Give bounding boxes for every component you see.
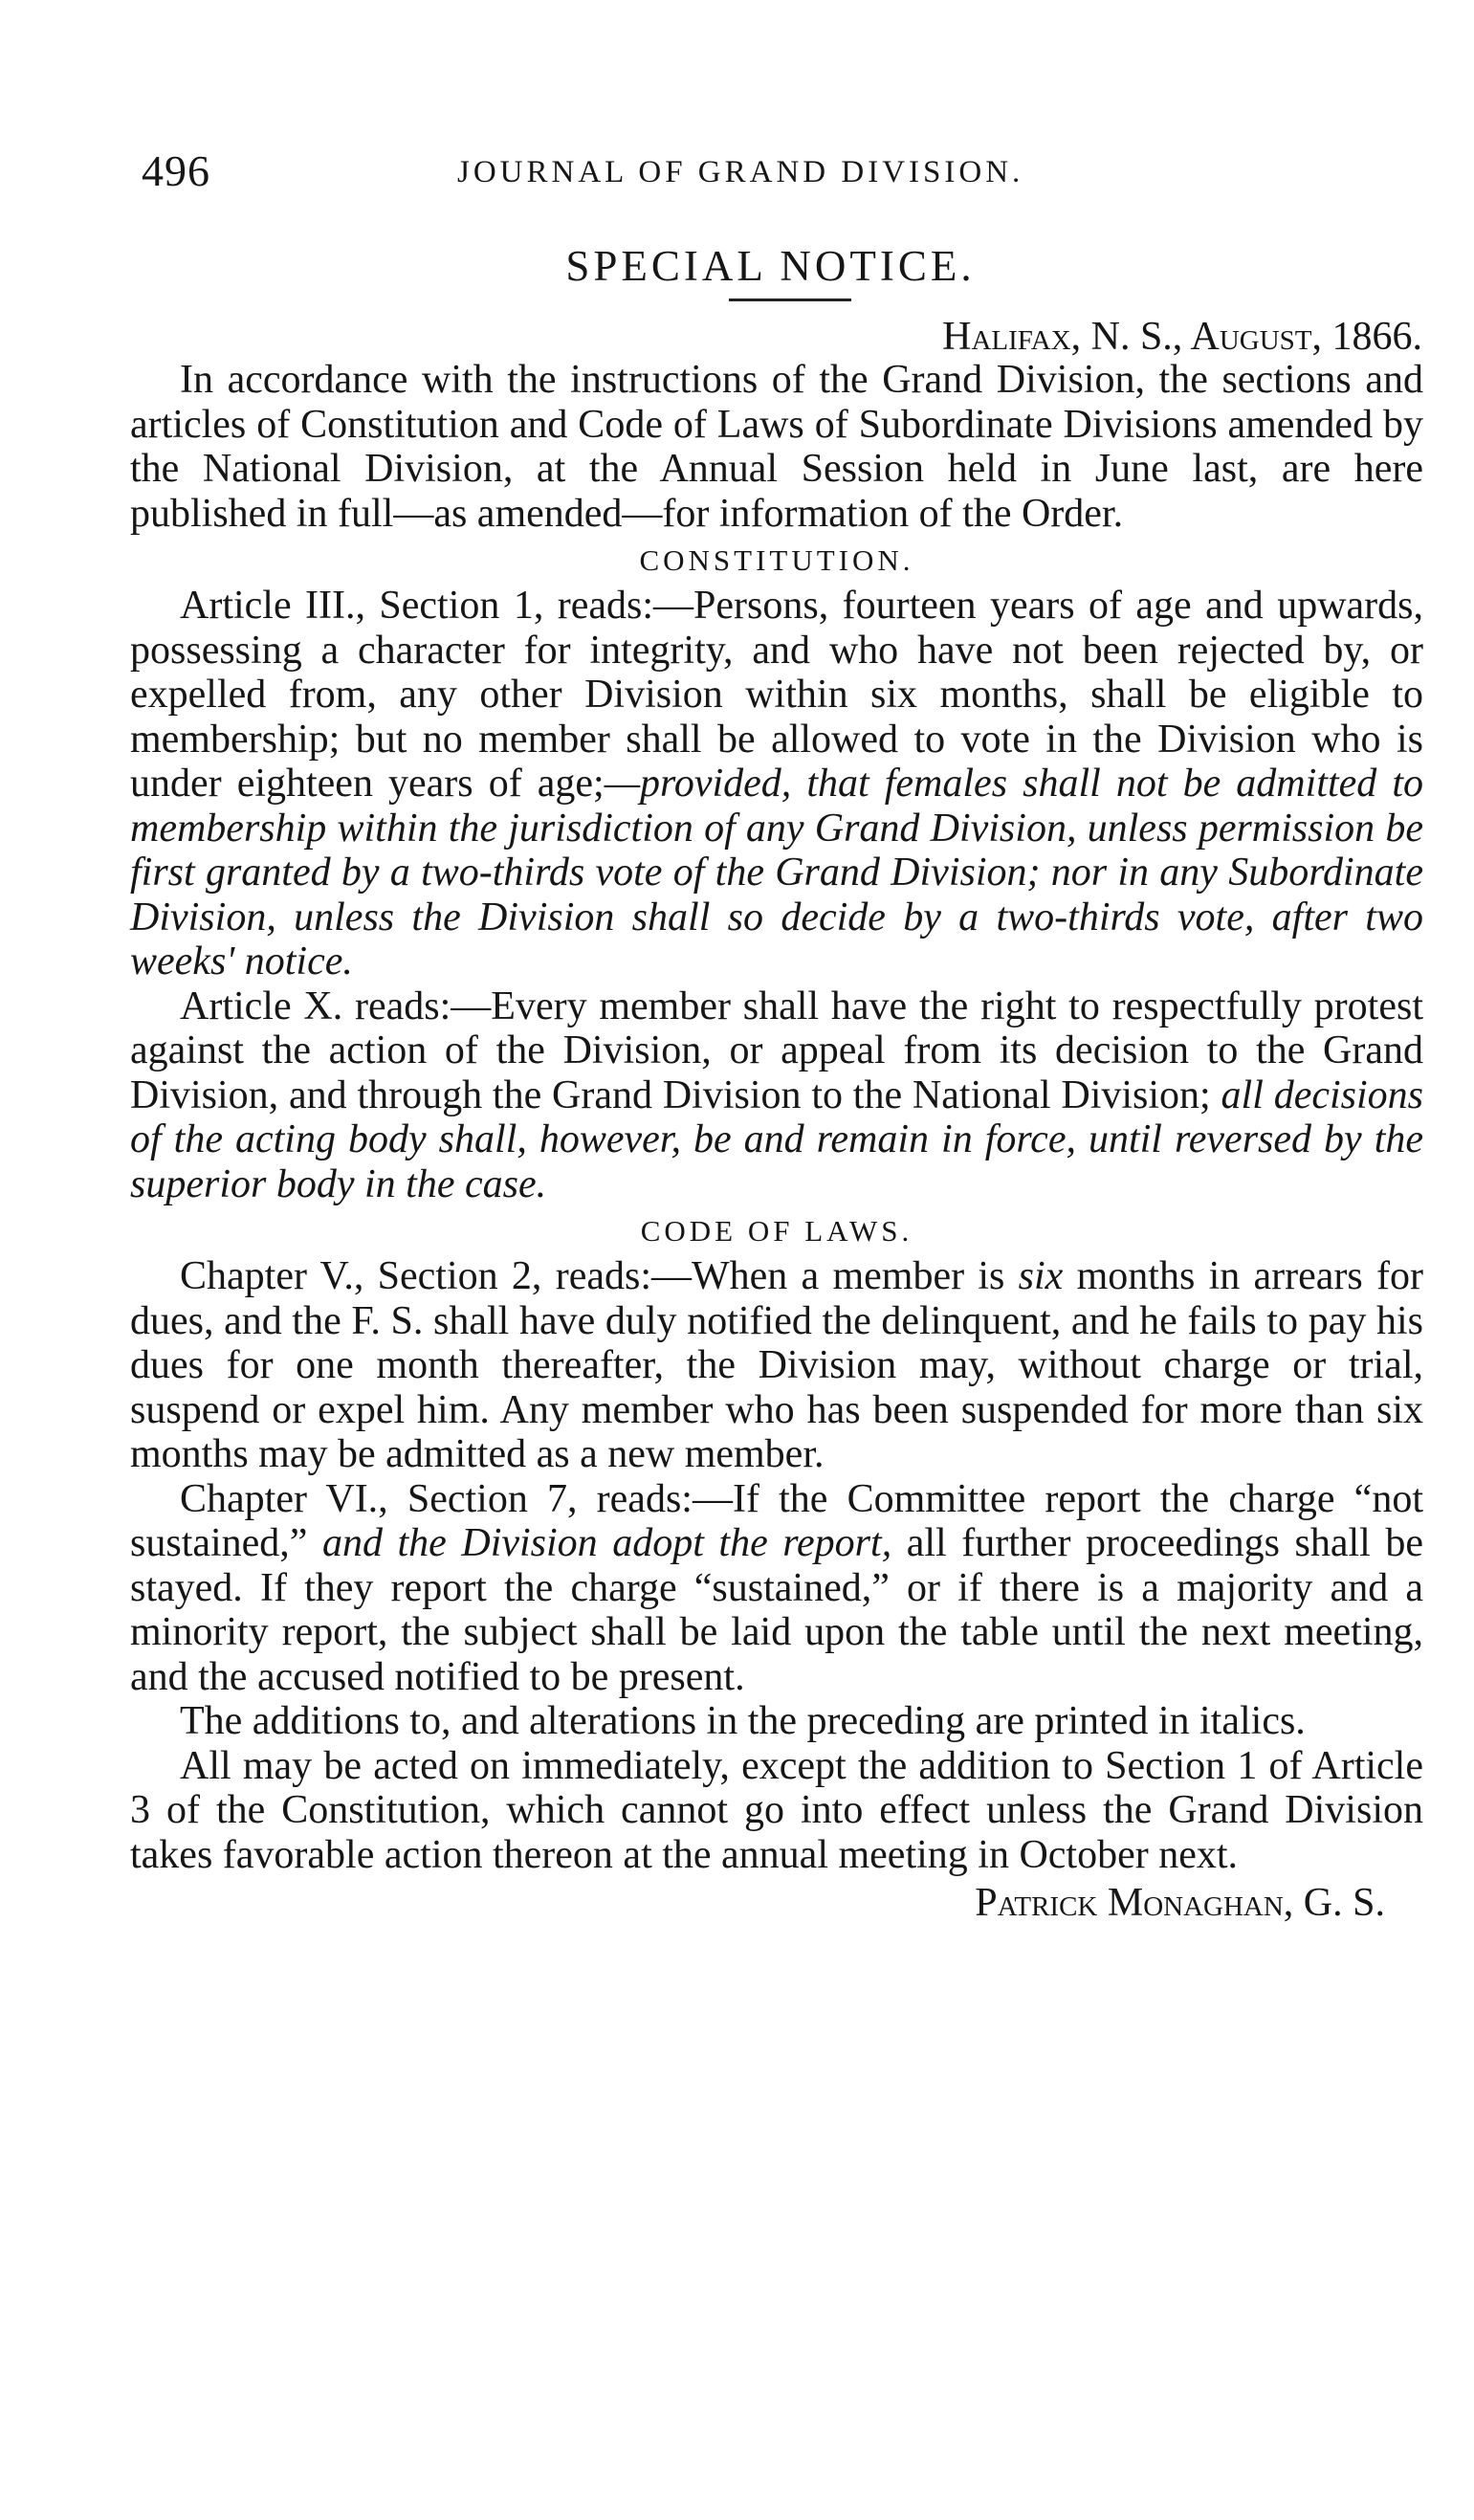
article-3-italic-addition: —provided, that females shall not be admitted to membership within the jurisdiction of any Grand Division, unless permission be first granted by a two-thirds vote of the Grand Division; nor in any Subordinate Division, unless the Division shall so decide by a two-thirds vote, after two weeks' notice. bbox=[130, 762, 1423, 984]
chapter-5-text-a: Chapter V., Section 2, reads:—When a member is bbox=[180, 1254, 1005, 1298]
notice-body bbox=[130, 358, 1423, 1926]
article-10-text: Article X. reads:—Every member shall have the right to respectfully protest against the action of the Division, or appeal from its decision to the Grand Division, and through the Grand Division to the National Division; bbox=[130, 984, 1423, 1117]
article-10-italic-addition: all decisions of the acting body shall, however, be and remain in force, until reversed by the superior body in the case. bbox=[130, 1072, 1424, 1206]
article-3-text: Article III., Section 1, reads:—Persons, fourteen years of age and upwards, possessing a character for integrity, and who have not been rejected by, or expelled from, any other Division within six months, shall be eligible to membership; but no member shall be allowed to vote in the Division who is under eighteen years of age; bbox=[130, 584, 1423, 806]
page-number: 496 bbox=[142, 146, 210, 195]
chapter-6-text-a: Chapter VI., Section 7, reads:—If the Committee report the charge “not sustained,” bbox=[130, 1476, 1423, 1565]
chapter-6-text-b: all further proceedings shall be stayed. If they report the charge “sustained,” or if there is a majority and a minority report, the subject shall be laid upon the table until the next meeting, and the accused notified to be present. bbox=[130, 1521, 1423, 1699]
signature: Patrick Monaghan, G. S. bbox=[975, 1881, 1385, 1925]
intro-paragraph: In accordance with the instructions of the Grand Division, the sections and articles of Constitution and Code of Laws of Subordinate Divisions amended by the National Division, at the Annual Session held in June last, are here published in full—as amended—for information of the Order. bbox=[130, 358, 1423, 536]
constitution-heading: CONSTITUTION. bbox=[639, 543, 914, 577]
chapter-5-italic: six bbox=[1018, 1254, 1064, 1298]
chapter-5-paragraph bbox=[130, 1254, 1423, 1477]
dateline: Halifax, N. S., August, 1866. bbox=[942, 315, 1422, 359]
notice-title: SPECIAL NOTICE. bbox=[565, 242, 976, 290]
closing-paragraph-1: The additions to, and alterations in the preceding are printed in italics. bbox=[180, 1699, 1306, 1743]
closing-paragraph-2: All may be acted on immediately, except the addition to Section 1 of Article 3 of the Constitution, which cannot go into effect unless the Grand Division takes favorable action thereon at the annual meeting in October next. bbox=[130, 1743, 1423, 1877]
chapter-6-italic: and the Division adopt the report, bbox=[321, 1521, 892, 1565]
page-header bbox=[142, 145, 1423, 203]
chapter-6-paragraph bbox=[130, 1477, 1423, 1700]
running-head: JOURNAL OF GRAND DIVISION. bbox=[457, 155, 1024, 189]
chapter-5-text-b: months in arrears for dues, and the F. S. shall have duly notified the delinquent, and he fails to pay his dues for one month thereafter, the Division may, without charge or trial, suspend or expel him. Any member who has been suspended for more than six months may be admitted as a new member. bbox=[130, 1254, 1424, 1476]
title-rule bbox=[729, 298, 851, 301]
article-10-paragraph bbox=[130, 984, 1423, 1207]
article-3-paragraph bbox=[130, 584, 1423, 984]
code-of-laws-heading: CODE OF LAWS. bbox=[640, 1214, 913, 1248]
